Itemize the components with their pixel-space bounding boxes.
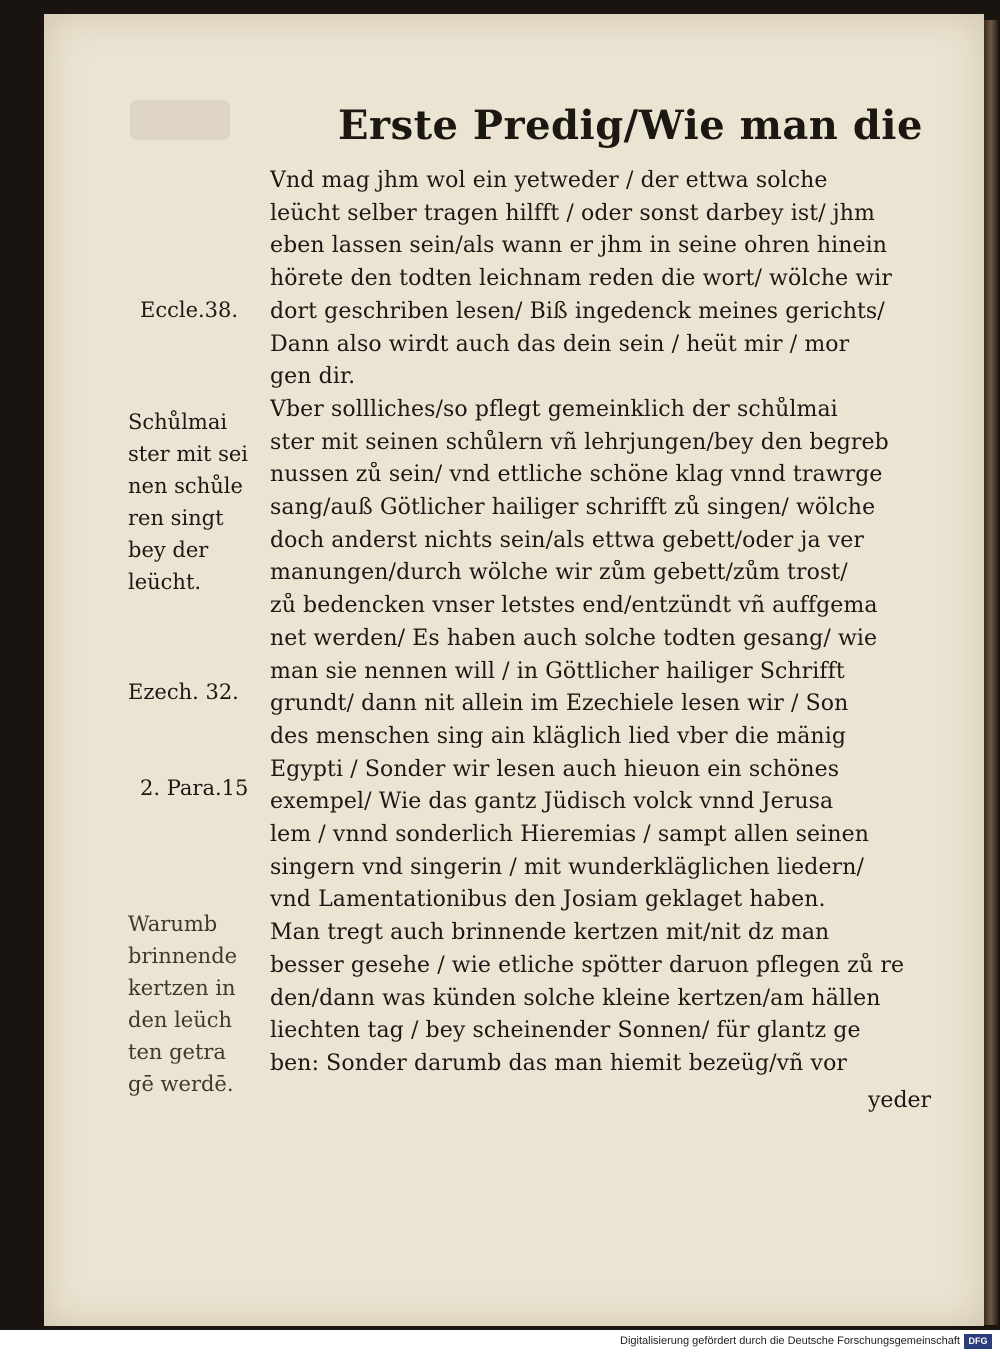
- margin-note: Ezech. 32.: [128, 680, 239, 704]
- text-line: den/dann was künden solche kleine kertzen/am hällen: [270, 985, 881, 1011]
- text-line: exempel/ Wie das gantz Jüdisch volck vnnd Jerusa: [270, 789, 834, 815]
- footer-bar: [0, 1330, 1000, 1354]
- text-line: Dann also wirdt auch das dein sein / heüt mir / mor: [270, 331, 850, 357]
- text-line: singern vnd singerin / mit wunderkläglichen liedern/: [270, 854, 864, 880]
- margin-note: ster mit sei: [128, 442, 249, 466]
- text-line: des menschen sing ain kläglich lied vber die mänig: [270, 723, 847, 749]
- text-line: sang/auß Götlicher hailiger schrifft zů singen/ wölche: [270, 495, 876, 520]
- text-line: leücht selber tragen hilfft / oder sonst darbey ist/ jhm: [270, 200, 875, 226]
- text-line: manungen/durch wölche wir zům gebett/zům trost/: [270, 560, 848, 586]
- text-line: gen dir.: [270, 364, 356, 390]
- text-line: ster mit seinen schůlern vñ lehrjungen/bey den begreb: [270, 429, 889, 455]
- margin-note: kertzen in: [128, 976, 236, 1000]
- text-line: grundt/ dann nit allein im Ezechiele lesen wir / Son: [270, 691, 849, 717]
- margin-note: Schůlmai: [128, 410, 228, 434]
- text-line: lem / vnnd sonderlich Hieremias / sampt allen seinen: [270, 822, 869, 847]
- bleed-through-mark: [130, 100, 230, 140]
- margin-note: Warumb: [128, 912, 218, 936]
- text-line: Vnd mag jhm wol ein yetweder / der ettwa solche: [270, 168, 828, 193]
- funding-notice: Digitalisierung gefördert durch die Deutsche Forschungsgemeinschaft: [620, 1335, 960, 1347]
- text-line: net werden/ Es haben auch solche todten gesang/ wie: [270, 625, 878, 651]
- text-line: zů bedencken vnser letstes end/entzündt vñ auffgema: [270, 593, 878, 619]
- page-edge: [984, 20, 998, 1325]
- running-head: Erste Predig/Wie man die: [338, 102, 923, 149]
- text-line: nussen zů sein/ vnd ettliche schöne klag vnnd trawrge: [270, 462, 883, 488]
- text-line: doch anderst nichts sein/als ettwa gebett/oder ja ver: [270, 527, 865, 553]
- margin-note: ren singt: [128, 506, 224, 530]
- text-line: man sie nennen will / in Göttlicher hailiger Schrifft: [270, 658, 845, 684]
- margin-note: leücht.: [128, 570, 202, 594]
- margin-note: den leüch: [128, 1008, 233, 1032]
- margin-note: Eccle.38.: [140, 298, 239, 322]
- text-line: Vber sollliches/so pflegt gemeinklich der schůlmai: [270, 396, 838, 422]
- margin-note: bey der: [128, 538, 209, 562]
- dfg-logo: DFG: [964, 1334, 992, 1349]
- text-line: ben: Sonder darumb das man hiemit bezeüg/vñ vor: [270, 1050, 848, 1076]
- text-line: dort geschriben lesen/ Biß ingedenck meines gerichts/: [270, 298, 885, 324]
- text-line: vnd Lamentationibus den Josiam geklaget haben.: [270, 887, 826, 913]
- text-line: Man tregt auch brinnende kertzen mit/nit dz man: [270, 920, 830, 946]
- text-line: liechten tag / bey scheinender Sonnen/ für glantz ge: [270, 1018, 861, 1044]
- margin-note: brinnende: [128, 944, 238, 968]
- catchword: yeder: [868, 1088, 932, 1113]
- text-line: Egypti / Sonder wir lesen auch hieuon ein schönes: [270, 756, 840, 782]
- text-line: hörete den todten leichnam reden die wort/ wölche wir: [270, 266, 893, 292]
- margin-note: 2. Para.15: [140, 776, 249, 800]
- margin-note: nen schůle: [128, 474, 243, 498]
- margin-note: ten getra: [128, 1040, 226, 1064]
- text-line: besser gesehe / wie etliche spötter daruon pflegen zů re: [270, 952, 905, 978]
- text-line: eben lassen sein/als wann er jhm in seine ohren hinein: [270, 233, 888, 259]
- margin-note: gē werdē.: [128, 1072, 234, 1096]
